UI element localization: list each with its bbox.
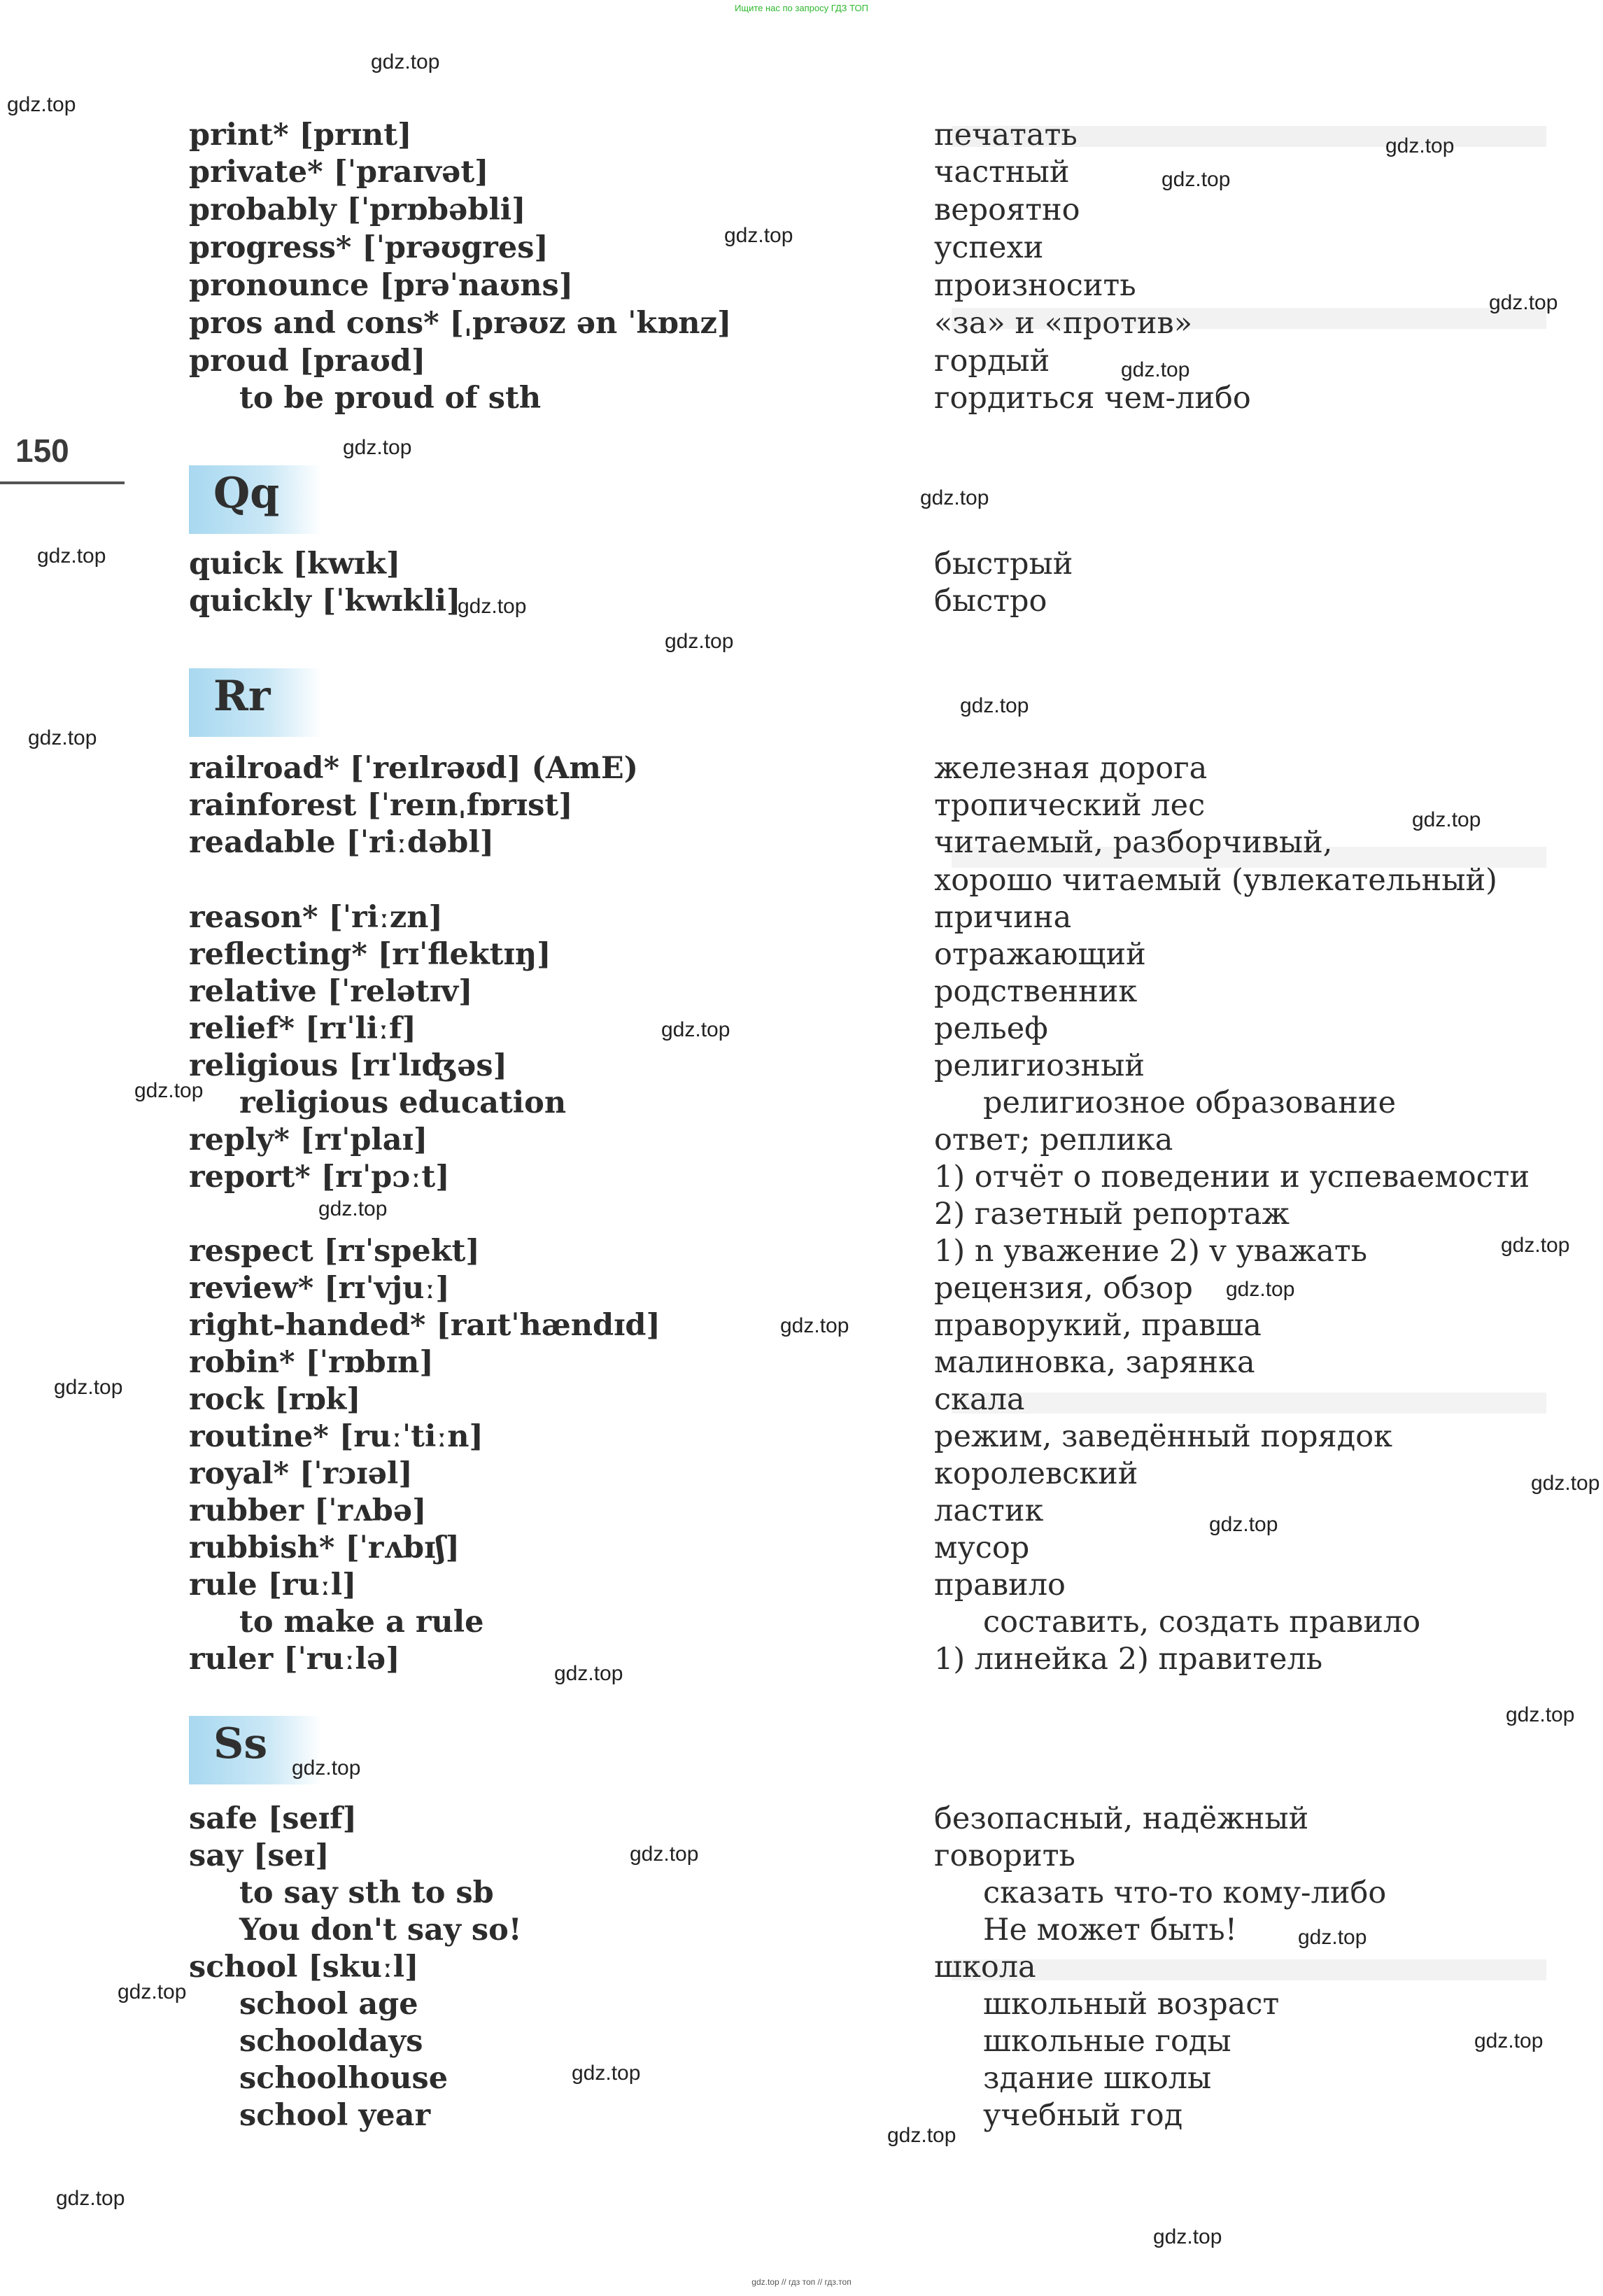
entry-translation: рельеф [934,1011,1048,1046]
top-note: Ищите нас по запросу ГДЗ ТОП [735,3,868,13]
entry-word: railroad* [ˈreɪlrəʊd] (AmE) [189,751,638,786]
watermark-text: gdz.top [118,1980,187,2003]
watermark-text: gdz.top [920,486,989,509]
entry-word: report* [rɪˈpɔːt] [189,1160,450,1195]
entry-translation: религиозное образование [983,1085,1397,1120]
entry-word: review* [rɪˈvjuː] [189,1271,450,1306]
watermark-text: gdz.top [1161,168,1231,191]
entry-translation: праворукий, правша [934,1308,1262,1343]
watermark-text: gdz.top [1153,2225,1222,2248]
entry-word: print* [prɪnt] [189,118,412,153]
entry-translation: быстро [934,584,1047,619]
watermark-text: gdz.top [1412,808,1481,831]
entry-translation: школьные годы [983,2024,1231,2059]
entry-translation: произносить [934,268,1136,303]
entry-translation: школьный возраст [983,1987,1280,2022]
entry-translation: гордый [934,344,1050,379]
entry-word: rubber [ˈrʌbə] [189,1493,427,1528]
watermark-text: gdz.top [343,436,412,459]
entry-word: quick [kwɪk] [189,547,401,582]
watermark-text: gdz.top [1298,1926,1367,1949]
entry-translation: сказать что-то кому-либо [983,1875,1387,1910]
entry-phrase: to say sth to sb [239,1875,494,1910]
entry-phrase: schoolhouse [239,2061,449,2096]
watermark-text: gdz.top [37,544,106,568]
watermark-text: gdz.top [887,2124,956,2147]
entry-word: probably [ˈprɒbəbli] [189,192,526,227]
entry-word: rule [ruːl] [189,1568,357,1603]
entry-word: respect [rɪˈspekt] [189,1234,480,1269]
entry-translation: школа [934,1950,1036,1985]
watermark-text: gdz.top [572,2062,641,2085]
entry-word: say [seɪ] [189,1838,330,1873]
entry-translation: режим, заведённый порядок [934,1419,1392,1454]
entry-translation: говорить [934,1838,1075,1873]
entry-translation: «за» и «против» [934,306,1193,341]
watermark-text: gdz.top [724,224,793,247]
entry-translation: частный [934,155,1070,190]
entry-translation: 1) линейка 2) правитель [934,1642,1323,1677]
entry-translation: 2) газетный репортаж [934,1197,1290,1232]
watermark-text: gdz.top [1121,358,1190,381]
watermark-text: gdz.top [1489,291,1558,314]
entry-translation: безопасный, надёжный [934,1801,1309,1836]
watermark-text: gdz.top [1506,1703,1575,1726]
entry-word: progress* [ˈprəʊgres] [189,230,549,265]
entry-translation: мусор [934,1530,1030,1565]
watermark-text: gdz.top [780,1314,849,1337]
entry-word: relative [ˈrelətɪv] [189,974,473,1009]
entry-translation: правило [934,1568,1066,1603]
entry-translation: здание школы [983,2061,1212,2096]
entry-translation: успехи [934,230,1044,265]
entry-translation: причина [934,900,1072,935]
entry-word: relief* [rɪˈliːf] [189,1011,416,1046]
entry-word: rainforest [ˈreɪnˌfɒrɪst] [189,788,573,823]
watermark-text: gdz.top [630,1843,699,1866]
watermark-text: gdz.top [1474,2029,1544,2052]
entry-phrase: to make a rule [239,1605,484,1640]
page-number-rule [0,481,125,484]
entry-word: religious [rɪˈlɪʤəs] [189,1048,507,1083]
bottom-note: gdz.top // гдз топ // гдз.топ [751,2277,852,2287]
entry-translation: составить, создать правило [983,1605,1421,1640]
section-header-q: Qq [213,469,280,518]
entry-phrase: to be proud of sth [239,381,542,416]
entry-word: rubbish* [ˈrʌbɪʃ] [189,1530,460,1565]
entry-word: ruler [ˈruːlə] [189,1642,400,1677]
entry-phrase: school age [239,1987,418,2022]
watermark-text: gdz.top [292,1756,361,1780]
entry-phrase: You don't say so! [239,1913,522,1948]
watermark-text: gdz.top [7,93,76,116]
watermark-text: gdz.top [960,694,1029,717]
watermark-text: gdz.top [371,50,440,73]
entry-translation: скала [934,1382,1025,1417]
entry-word: quickly [ˈkwɪkli] [189,584,461,619]
entry-translation: хорошо читаемый (увлекательный) [934,863,1497,898]
entry-translation: религиозный [934,1048,1145,1083]
entry-word: private* [ˈpraɪvət] [189,155,489,190]
entry-phrase: religious education [239,1085,567,1120]
entry-translation: печатать [934,118,1078,153]
entry-translation: отражающий [934,937,1146,972]
entry-translation: вероятно [934,192,1080,227]
entry-word: reason* [ˈriːzn] [189,900,443,935]
watermark-text: gdz.top [1209,1513,1278,1536]
watermark-text: gdz.top [1226,1278,1295,1301]
entry-translation: железная дорога [934,751,1208,786]
entry-translation: читаемый, разборчивый, [934,825,1333,860]
watermark-text: gdz.top [28,726,97,749]
entry-translation: быстрый [934,547,1073,582]
entry-word: routine* [ruːˈtiːn] [189,1419,483,1454]
watermark-text: gdz.top [1385,134,1455,157]
watermark-text: gdz.top [554,1662,623,1685]
entry-translation: рецензия, обзор [934,1271,1193,1306]
entry-translation: королевский [934,1456,1138,1491]
watermark-text: gdz.top [56,2187,125,2210]
entry-translation: родственник [934,974,1138,1009]
entry-word: reflecting* [rɪˈflektɪŋ] [189,937,551,972]
section-header-s: Ss [213,1719,268,1768]
entry-word: royal* [ˈrɔɪəl] [189,1456,413,1491]
entry-word: pronounce [prəˈnaʊns] [189,268,574,303]
entry-phrase: schooldays [239,2024,423,2059]
entry-translation: 1) отчёт о поведении и успеваемости [934,1160,1530,1195]
entry-word: proud [praʊd] [189,344,426,379]
entry-word: readable [ˈriːdəbl] [189,825,495,860]
watermark-text: gdz.top [54,1376,123,1399]
watermark-text: gdz.top [665,630,734,653]
entry-translation: 1) n уважение 2) v уважать [934,1234,1368,1269]
watermark-text: gdz.top [1531,1472,1600,1495]
watermark-text: gdz.top [661,1018,730,1041]
section-header-r: Rr [213,672,271,721]
entry-word: right-handed* [raɪtˈhændɪd] [189,1308,661,1343]
entry-word: reply* [rɪˈplaɪ] [189,1122,428,1157]
entry-translation: ластик [934,1493,1044,1528]
entry-phrase: school year [239,2098,431,2133]
entry-translation: Не может быть! [983,1913,1238,1948]
entry-word: rock [rɒk] [189,1382,361,1417]
entry-word: school [skuːl] [189,1950,419,1985]
watermark-text: gdz.top [318,1197,388,1220]
page-number: 150 [15,432,69,469]
entry-translation: тропический лес [934,788,1206,823]
watermark-text: gdz.top [458,595,527,618]
entry-word: pros and cons* [ˌprəʊz ən ˈkɒnz] [189,306,732,341]
entry-word: robin* [ˈrɒbɪn] [189,1345,434,1380]
watermark-text: gdz.top [1501,1234,1570,1257]
entry-word: safe [seɪf] [189,1801,357,1836]
entry-translation: ответ; реплика [934,1122,1173,1157]
entry-translation: гордиться чем-либо [934,381,1251,416]
entry-translation: малиновка, зарянка [934,1345,1255,1380]
entry-translation: учебный год [983,2098,1183,2133]
watermark-text: gdz.top [134,1079,204,1102]
